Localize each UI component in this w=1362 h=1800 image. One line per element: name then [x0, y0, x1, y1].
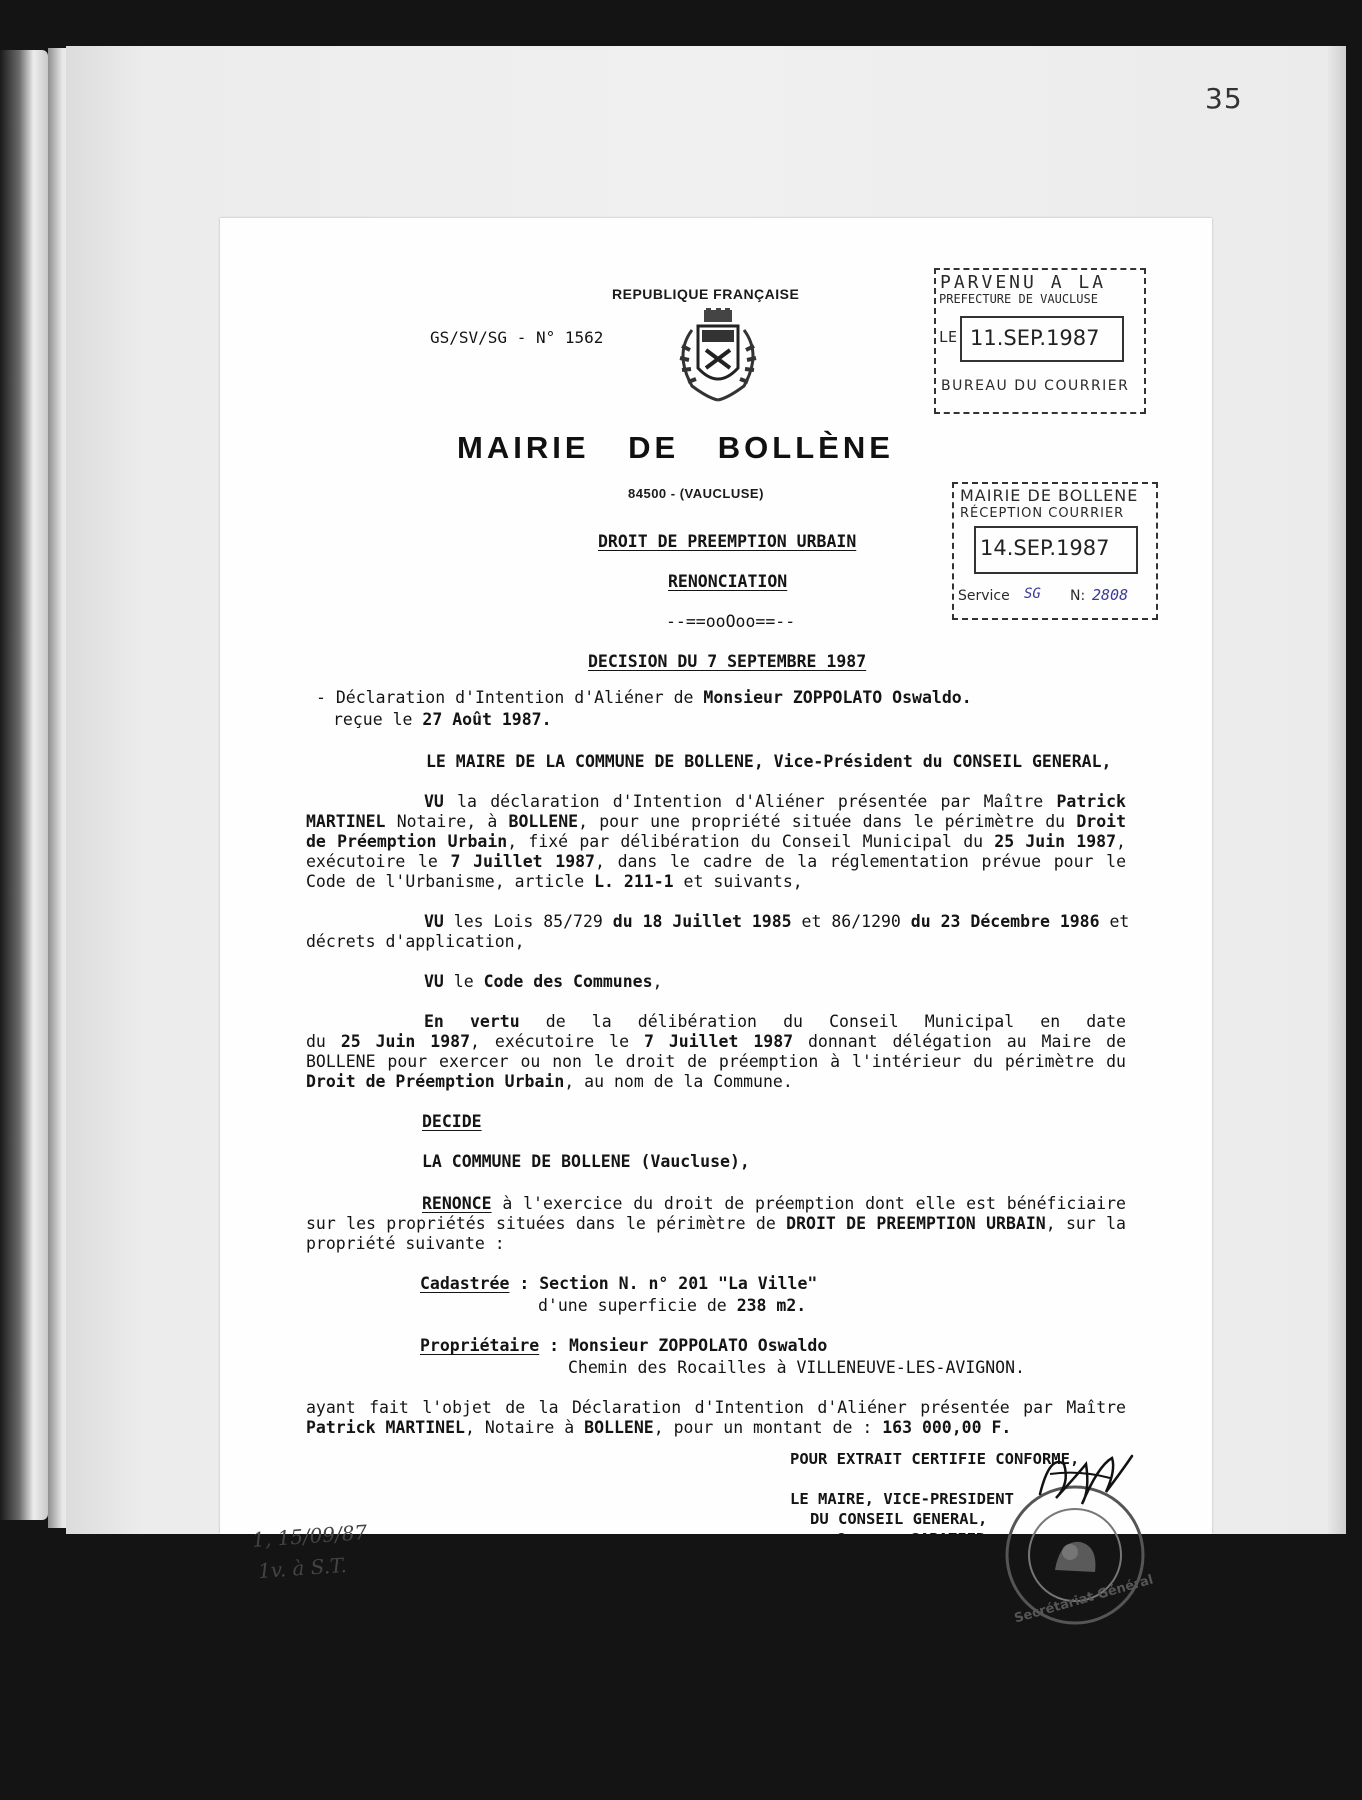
address: 84500 - (VAUCLUSE) — [628, 486, 764, 501]
vertu-line-3: BOLLENE pour exercer ou non le droit de préemption à l'intérieur du périmètre du — [306, 1052, 1126, 1071]
vu1-line-1: VU la déclaration d'Intention d'Aliéner présentée par Maître Patrick — [424, 792, 1126, 811]
vertu-line-1: En vertu de la délibération du Conseil Municipal en date — [424, 1012, 1126, 1031]
du-conseil: DU CONSEIL GENERAL, — [810, 1510, 988, 1528]
reference-number: GS/SV/SG - N° 1562 — [430, 328, 604, 347]
vu3-line: VU le Code des Communes, — [424, 972, 663, 991]
page-edge — [1328, 46, 1346, 1534]
title-droit: DROIT DE PREEMPTION URBAIN — [598, 532, 857, 551]
cadastree-line: Cadastrée : Section N. n° 201 "La Ville" — [420, 1274, 818, 1293]
binder-spine — [0, 50, 48, 1520]
vu1-line-4: exécutoire le 7 Juillet 1987, dans le cadre de la réglementation prévue pour le — [306, 852, 1126, 871]
vertu-line-4: Droit de Préemption Urbain, au nom de la Commune. — [306, 1072, 793, 1091]
chemin-line: Chemin des Rocailles à VILLENEUVE-LES-AVIGNON. — [568, 1358, 1025, 1377]
page-number: 35 — [1205, 82, 1243, 115]
pour-extrait: POUR EXTRAIT CERTIFIE CONFORME, — [790, 1450, 1080, 1468]
coat-of-arms-icon — [668, 310, 768, 406]
handwritten-note-line-1: 1, 15/09/87 — [251, 1520, 368, 1552]
separator: --==ooOoo==-- — [666, 612, 796, 631]
le-maire: LE MAIRE, VICE-PRESIDENT — [790, 1490, 1014, 1508]
dia-line-1: - Déclaration d'Intention d'Aliéner de Monsieur ZOPPOLATO Oswaldo. — [316, 688, 972, 707]
renonce-line-1: RENONCE à l'exercice du droit de préemption dont elle est bénéficiaire — [422, 1194, 1126, 1213]
vu2-line-2: décrets d'application, — [306, 932, 525, 951]
renonce-line-2: sur les propriétés situées dans le périmètre de DROIT DE PREEMPTION URBAIN, sur la — [306, 1214, 1126, 1233]
handwritten-signature — [1020, 1434, 1140, 1524]
vu1-line-5: Code de l'Urbanisme, article L. 211-1 et suivants, — [306, 872, 803, 891]
vu1-line-2: MARTINEL Notaire, à BOLLENE, pour une propriété située dans le périmètre du Droit — [306, 812, 1126, 831]
mairie-reception-stamp: MAIRIE DE BOLLENE RÉCEPTION COURRIER 14.SEP.1987 Service SG N: 2808 — [952, 482, 1158, 620]
dia-line-2: reçue le 27 Août 1987. — [333, 710, 552, 729]
prefecture-reception-stamp: PARVENU A LA PREFECTURE DE VAUCLUSE LE 11.SEP.1987 BUREAU DU COURRIER — [934, 268, 1146, 414]
renonce-line-3: propriété suivante : — [306, 1234, 505, 1253]
maire-heading: LE MAIRE DE LA COMMUNE DE BOLLENE, Vice-Président du CONSEIL GENERAL, — [426, 752, 1112, 771]
seal-text: Secrétariat Général — [1012, 1572, 1155, 1627]
prefecture-date: 11.SEP.1987 — [970, 326, 1100, 350]
handwritten-note-line-2: 1v. à S.T. — [257, 1552, 348, 1584]
republic-label: REPUBLIQUE FRANÇAISE — [612, 286, 800, 302]
commune-heading: LA COMMUNE DE BOLLENE (Vaucluse), — [422, 1152, 750, 1171]
ayant-line-2: Patrick MARTINEL, Notaire à BOLLENE, pour un montant de : 163 000,00 F. — [306, 1418, 1012, 1437]
vu1-line-3: de Préemption Urbain, fixé par délibération du Conseil Municipal du 25 Juin 1987, — [306, 832, 1126, 851]
proprietaire-line: Propriétaire : Monsieur ZOPPOLATO Oswaldo — [420, 1336, 828, 1355]
decide-heading: DECIDE — [422, 1112, 482, 1131]
vertu-line-2: du 25 Juin 1987, exécutoire le 7 Juillet 1987 donnant délégation au Maire de — [306, 1032, 1127, 1051]
ayant-line-1: ayant fait l'objet de la Déclaration d'Intention d'Aliéner présentée par Maître — [306, 1398, 1126, 1417]
title-decision: DECISION DU 7 SEPTEMBRE 1987 — [588, 652, 867, 671]
vu2-line-1: VU les Lois 85/729 du 18 Juillet 1985 et 86/1290 du 23 Décembre 1986 et — [424, 912, 1130, 931]
service-code: SG — [1024, 586, 1041, 602]
mairie-title: MAIRIE DE BOLLÈNE — [457, 430, 894, 465]
title-renonciation: RENONCIATION — [668, 572, 788, 591]
mairie-date: 14.SEP.1987 — [980, 536, 1110, 560]
signatory-name: Georges SABATIER — [836, 1530, 986, 1548]
service-number: 2808 — [1092, 586, 1129, 604]
superficie-line: d'une superficie de 238 m2. — [538, 1296, 807, 1315]
